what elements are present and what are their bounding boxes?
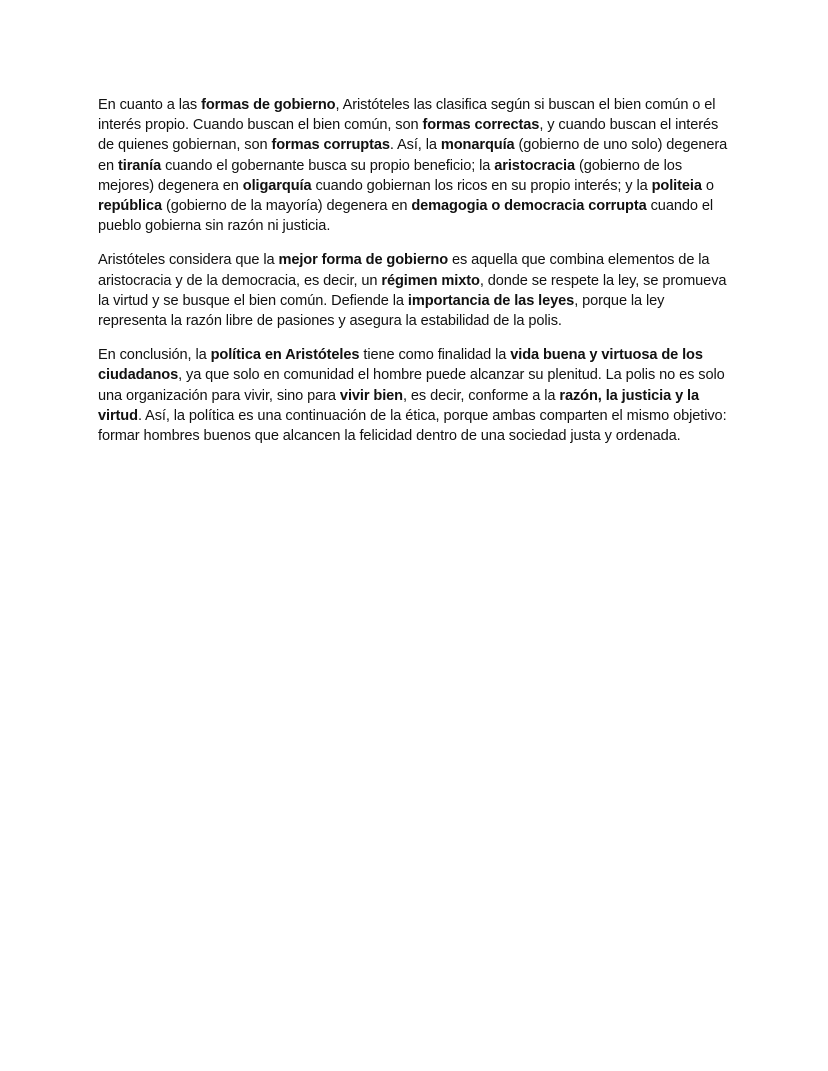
text-run: , ya que solo en comunidad el hombre puede alcanzar su plenitud. La polis no es solo una organización para vivir, sino para: [98, 367, 725, 404]
text-run: , donde se respete la ley, se promueva la virtud y se busque el bien común. Defiende la: [98, 272, 727, 309]
text-run: , es decir, conforme a la: [403, 387, 560, 404]
bold-text: vivir bien: [339, 387, 403, 404]
text-run: o: [701, 177, 714, 194]
bold-text: política en Aristóteles: [210, 347, 360, 364]
text-run: (gobierno de los mejores) degenera en: [98, 157, 683, 194]
bold-text: razón, la justicia y la virtud: [98, 387, 700, 424]
text-run: En conclusión, la: [98, 347, 211, 364]
paragraph-3: [98, 345, 734, 446]
text-run: cuando el pueblo gobierna sin razón ni justicia.: [98, 198, 714, 235]
bold-text: monarquía: [440, 137, 515, 154]
text-run: tiene como finalidad la: [359, 347, 511, 364]
text-run: (gobierno de la mayoría) degenera en: [161, 198, 412, 215]
text-run: Aristóteles considera que la: [98, 252, 279, 269]
bold-text: politeia: [651, 177, 702, 194]
paragraph-1: [98, 95, 734, 236]
bold-text: formas corruptas: [271, 137, 390, 154]
text-run: . Así, la política es una continuación de la ética, porque ambas comparten el mismo objetivo: formar hombres buenos que alcancen la felicidad dentro de una sociedad justa y ordenada.: [98, 407, 727, 445]
text-run: . Así, la: [389, 137, 441, 154]
bold-text: formas de gobierno: [201, 97, 336, 113]
document-body: [98, 95, 734, 460]
text-run: , porque la ley representa la razón libre de pasiones y asegura la estabilidad de la polis.: [98, 292, 665, 330]
bold-text: mejor forma de gobierno: [278, 252, 449, 269]
bold-text: tiranía: [118, 157, 162, 174]
text-run: En cuanto a las: [98, 97, 202, 113]
text-run: (gobierno de uno solo) degenera en: [98, 137, 728, 174]
text-run: , Aristóteles las clasifica según si buscan el bien común o el interés propio. Cuando buscan el bien común, son: [98, 97, 716, 134]
bold-text: vida buena y virtuosa de los ciudadanos: [98, 347, 703, 384]
bold-text: régimen mixto: [381, 272, 480, 289]
bold-text: república: [98, 198, 162, 215]
text-run: es aquella que combina elementos de la aristocracia y de la democracia, es decir, un: [98, 252, 710, 289]
paragraph-2: [98, 250, 734, 331]
text-run: cuando el gobernante busca su propio beneficio; la: [161, 157, 495, 174]
text-run: , y cuando buscan el interés de quienes gobiernan, son: [98, 117, 719, 154]
bold-text: oligarquía: [242, 177, 312, 194]
bold-text: importancia de las leyes: [407, 292, 575, 309]
bold-text: aristocracia: [494, 157, 575, 174]
text-run: cuando gobiernan los ricos en su propio interés; y la: [311, 177, 652, 194]
bold-text: demagogia o democracia corrupta: [411, 198, 647, 215]
bold-text: formas correctas: [422, 117, 540, 134]
